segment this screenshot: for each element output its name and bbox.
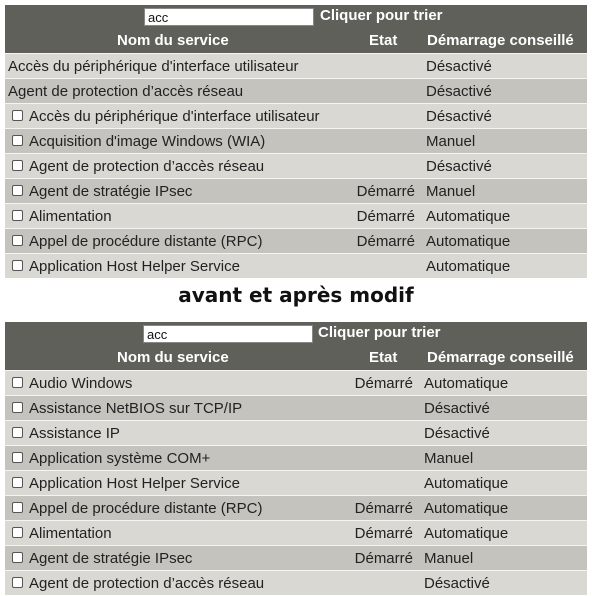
- service-name: Application Host Helper Service: [29, 258, 240, 275]
- service-state: Démarré: [356, 233, 415, 250]
- row-checkbox[interactable]: [12, 402, 23, 413]
- service-startup: Automatique: [424, 475, 509, 492]
- service-name: Alimentation: [29, 208, 112, 225]
- service-name: Accès du périphérique d'interface utilisateur: [29, 108, 320, 125]
- table-row[interactable]: [5, 545, 587, 570]
- column-header-row: [5, 29, 587, 53]
- service-name: Agent de protection d’accès réseau: [29, 158, 265, 175]
- service-startup: Automatique: [426, 208, 511, 225]
- service-name: Application système COM+: [29, 450, 211, 467]
- service-name: Agent de stratégie IPsec: [29, 550, 193, 567]
- service-startup: Manuel: [424, 550, 474, 567]
- service-startup: Désactivé: [426, 108, 492, 125]
- table-row[interactable]: [5, 445, 587, 470]
- table-row[interactable]: [5, 78, 587, 103]
- service-name: Application Host Helper Service: [29, 475, 240, 492]
- row-checkbox[interactable]: [12, 210, 23, 221]
- table-row[interactable]: [5, 253, 587, 278]
- table-toolbar: [5, 5, 587, 29]
- table-row[interactable]: [5, 420, 587, 445]
- column-header-boot[interactable]: Démarrage conseillé: [427, 349, 574, 366]
- sort-button[interactable]: Cliquer pour trier: [320, 7, 443, 24]
- service-startup: Manuel: [424, 450, 474, 467]
- column-header-state[interactable]: Etat: [369, 32, 398, 49]
- row-checkbox[interactable]: [12, 160, 23, 171]
- row-checkbox[interactable]: [12, 377, 23, 388]
- table-row[interactable]: [5, 570, 587, 595]
- row-checkbox[interactable]: [12, 577, 23, 588]
- service-startup: Désactivé: [424, 575, 490, 592]
- service-startup: Désactivé: [426, 58, 492, 75]
- service-name: Alimentation: [29, 525, 112, 542]
- row-checkbox[interactable]: [12, 427, 23, 438]
- row-checkbox[interactable]: [12, 185, 23, 196]
- table-toolbar: [5, 322, 587, 346]
- row-checkbox[interactable]: [12, 110, 23, 121]
- table-row[interactable]: [5, 103, 587, 128]
- filter-input[interactable]: [143, 325, 313, 343]
- table-row[interactable]: [5, 203, 587, 228]
- service-startup: Automatique: [426, 258, 511, 275]
- service-state: Démarré: [354, 525, 413, 542]
- service-startup: Désactivé: [426, 83, 492, 100]
- table-row[interactable]: [5, 153, 587, 178]
- column-header-row: [5, 346, 587, 370]
- service-startup: Manuel: [426, 133, 476, 150]
- table-row[interactable]: [5, 495, 587, 520]
- service-startup: Désactivé: [424, 400, 490, 417]
- services-table-after: [5, 322, 587, 595]
- service-startup: Automatique: [424, 525, 509, 542]
- service-name: Accès du périphérique d'interface utilisateur: [8, 58, 299, 75]
- row-checkbox[interactable]: [12, 260, 23, 271]
- service-name: Agent de stratégie IPsec: [29, 183, 193, 200]
- sort-button[interactable]: Cliquer pour trier: [318, 324, 441, 341]
- row-checkbox[interactable]: [12, 502, 23, 513]
- service-state: Démarré: [354, 550, 413, 567]
- service-startup: Automatique: [424, 375, 509, 392]
- table-row[interactable]: [5, 370, 587, 395]
- table-row[interactable]: [5, 53, 587, 78]
- row-checkbox[interactable]: [12, 452, 23, 463]
- service-startup: Désactivé: [424, 425, 490, 442]
- service-name: Assistance NetBIOS sur TCP/IP: [29, 400, 243, 417]
- service-startup: Désactivé: [426, 158, 492, 175]
- row-checkbox[interactable]: [12, 552, 23, 563]
- table-row[interactable]: [5, 128, 587, 153]
- caption: avant et après modif: [178, 283, 414, 307]
- service-state: Démarré: [356, 183, 415, 200]
- table-body: [5, 370, 587, 595]
- filter-input[interactable]: [144, 8, 314, 26]
- service-name: Acquisition d'image Windows (WIA): [29, 133, 266, 150]
- service-name: Agent de protection d’accès réseau: [29, 575, 265, 592]
- services-table-before: [5, 5, 587, 278]
- service-state: Démarré: [354, 375, 413, 392]
- table-row[interactable]: [5, 395, 587, 420]
- column-header-boot[interactable]: Démarrage conseillé: [427, 32, 574, 49]
- service-name: Appel de procédure distante (RPC): [29, 233, 263, 250]
- row-checkbox[interactable]: [12, 235, 23, 246]
- service-name: Agent de protection d’accès réseau: [8, 83, 244, 100]
- service-state: Démarré: [356, 208, 415, 225]
- service-name: Audio Windows: [29, 375, 133, 392]
- service-state: Démarré: [354, 500, 413, 517]
- row-checkbox[interactable]: [12, 527, 23, 538]
- service-startup: Manuel: [426, 183, 476, 200]
- service-name: Appel de procédure distante (RPC): [29, 500, 263, 517]
- column-header-state[interactable]: Etat: [369, 349, 398, 366]
- service-startup: Automatique: [426, 233, 511, 250]
- table-row[interactable]: [5, 520, 587, 545]
- service-startup: Automatique: [424, 500, 509, 517]
- table-row[interactable]: [5, 470, 587, 495]
- table-body: [5, 53, 587, 278]
- table-row[interactable]: [5, 178, 587, 203]
- service-name: Assistance IP: [29, 425, 120, 442]
- row-checkbox[interactable]: [12, 135, 23, 146]
- row-checkbox[interactable]: [12, 477, 23, 488]
- column-header-name[interactable]: Nom du service: [117, 349, 229, 366]
- column-header-name[interactable]: Nom du service: [117, 32, 229, 49]
- table-row[interactable]: [5, 228, 587, 253]
